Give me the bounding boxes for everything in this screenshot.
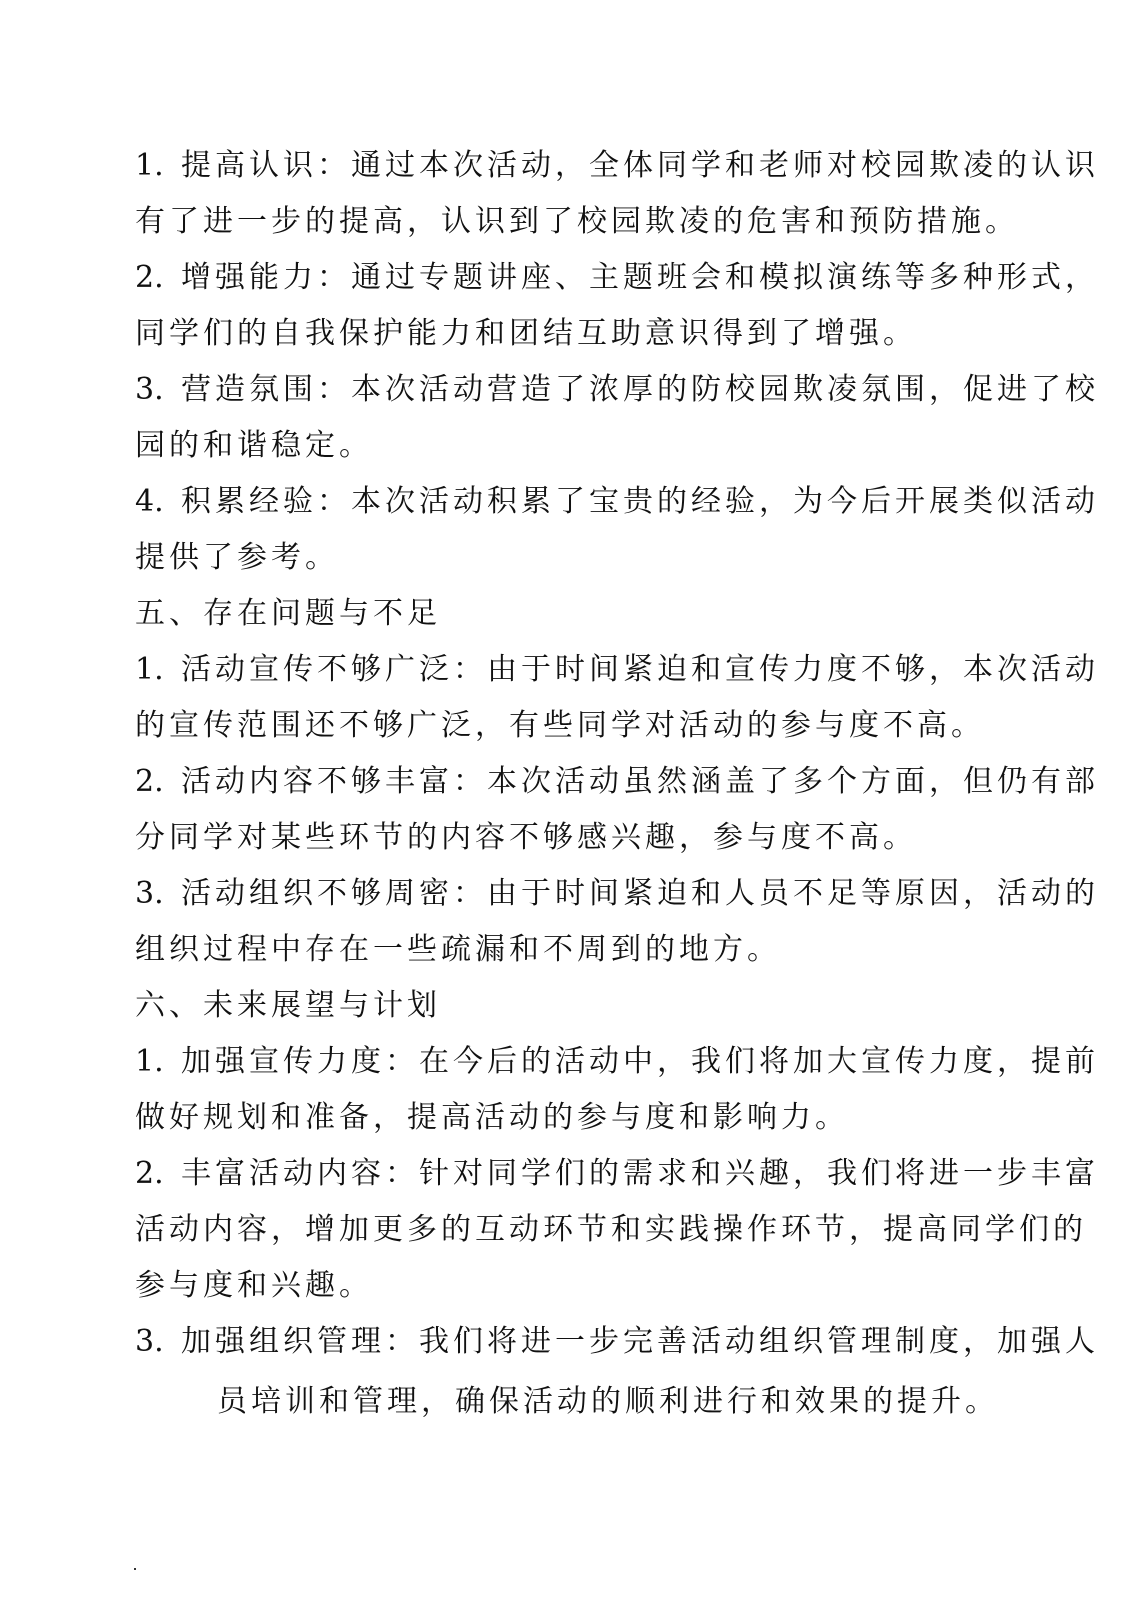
heading-text: 六、未来展望与计划 [135, 988, 441, 1023]
item-number: 2. [135, 764, 164, 799]
paragraph-line [135, 1258, 985, 1314]
document-body [135, 138, 1099, 1430]
list-item-line [135, 1146, 1099, 1202]
section-heading [135, 586, 985, 642]
item-text: 提高认识：通过本次活动，全体同学和老师对校园欺凌的认识 [181, 148, 1099, 183]
item-text: 活动内容，增加更多的互动环节和实践操作环节，提高同学们的 [135, 1212, 1087, 1247]
item-text: 营造氛围：本次活动营造了浓厚的防校园欺凌氛围，促进了校 [181, 372, 1099, 407]
item-number: 2. [135, 260, 164, 295]
list-item-line [135, 474, 1099, 530]
item-number: 3. [135, 1324, 164, 1359]
item-text: 员培训和管理，确保活动的顺利进行和效果的提升。 [217, 1384, 999, 1419]
item-text: 有了进一步的提高，认识到了校园欺凌的危害和预防措施。 [135, 204, 1019, 239]
list-item-line [135, 250, 1099, 306]
item-text: 积累经验：本次活动积累了宝贵的经验，为今后开展类似活动 [181, 484, 1099, 519]
paragraph-line [135, 1090, 985, 1146]
heading-text: 五、存在问题与不足 [135, 596, 441, 631]
item-number: 4. [135, 484, 164, 519]
section-heading [135, 978, 985, 1034]
list-item-line [135, 642, 1099, 698]
list-item-line [135, 1034, 1099, 1090]
paragraph-line [135, 810, 985, 866]
paragraph-line [135, 530, 985, 586]
item-text: 同学们的自我保护能力和团结互助意识得到了增强。 [135, 316, 917, 351]
paragraph-line [135, 922, 985, 978]
list-item-line [135, 138, 1099, 194]
paragraph-line-indented [135, 1374, 999, 1430]
item-text: 参与度和兴趣。 [135, 1268, 373, 1303]
list-item-line [135, 866, 1099, 922]
paragraph-line [135, 698, 985, 754]
item-text: 提供了参考。 [135, 540, 339, 575]
item-text: 组织过程中存在一些疏漏和不周到的地方。 [135, 932, 781, 967]
item-text: 活动组织不够周密：由于时间紧迫和人员不足等原因，活动的 [181, 876, 1099, 911]
paragraph-line [135, 194, 1019, 250]
footer-dot-mark [134, 1568, 136, 1570]
item-text: 活动内容不够丰富：本次活动虽然涵盖了多个方面，但仍有部 [181, 764, 1099, 799]
item-text: 园的和谐稳定。 [135, 428, 373, 463]
list-item-line [135, 1314, 1099, 1370]
item-text: 增强能力：通过专题讲座、主题班会和模拟演练等多种形式， [181, 260, 1099, 295]
item-number: 1. [135, 148, 164, 183]
item-text: 丰富活动内容：针对同学们的需求和兴趣，我们将进一步丰富 [181, 1156, 1099, 1191]
paragraph-line [135, 418, 985, 474]
item-number: 1. [135, 652, 164, 687]
item-number: 3. [135, 876, 164, 911]
item-number: 2. [135, 1156, 164, 1191]
item-text: 活动宣传不够广泛：由于时间紧迫和宣传力度不够，本次活动 [181, 652, 1099, 687]
list-item-line [135, 362, 1099, 418]
item-text: 做好规划和准备，提高活动的参与度和影响力。 [135, 1100, 849, 1135]
list-item-line [135, 754, 1099, 810]
item-text: 的宣传范围还不够广泛，有些同学对活动的参与度不高。 [135, 708, 985, 743]
paragraph-line [135, 1202, 1087, 1258]
paragraph-line [135, 306, 985, 362]
item-text: 分同学对某些环节的内容不够感兴趣，参与度不高。 [135, 820, 917, 855]
item-text: 加强组织管理：我们将进一步完善活动组织管理制度，加强人 [181, 1324, 1099, 1359]
item-number: 1. [135, 1044, 164, 1079]
item-number: 3. [135, 372, 164, 407]
item-text: 加强宣传力度：在今后的活动中，我们将加大宣传力度，提前 [181, 1044, 1099, 1079]
